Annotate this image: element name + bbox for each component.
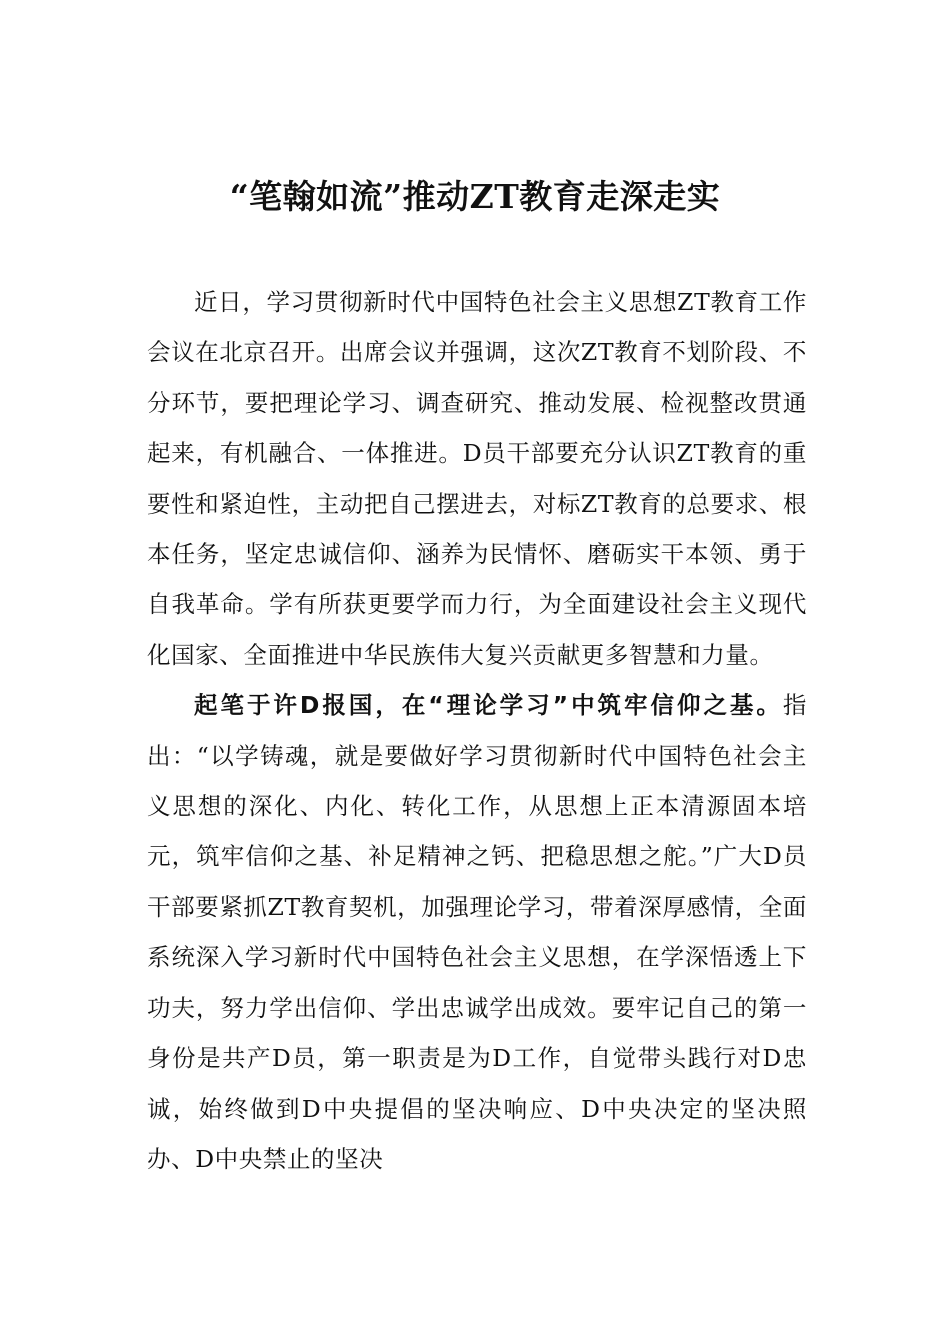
paragraph-theory-study bbox=[147, 680, 807, 1184]
document-title: “笔翰如流”推动ZT教育走深走实 bbox=[229, 177, 721, 216]
paragraph-intro bbox=[147, 277, 807, 680]
document-body bbox=[147, 277, 807, 1184]
paragraph-lead-heading: 起笔于许D报国，在“理论学习”中筑牢信仰之基。 bbox=[194, 691, 783, 720]
paragraph-text: 指出：“以学铸魂，就是要做好学习贯彻新时代中国特色社会主义思想的深化、内化、转化工作，从思想上正本清源固本培元，筑牢信仰之基、补足精神之钙、把稳思想之舵。”广大D员干部要紧抓ZT教育契机，加强理论学习，带着深厚感情，全面系统深入学习新时代中国特色社会主义思想，在学深悟透上下功夫，努力学出信仰、学出忠诚学出成效。要牢记自己的第一身份是共产D员，第一职责是为D工作，自觉带头践行对D忠诚，始终做到D中央提倡的坚决响应、D中央决定的坚决照办、D中央禁止的坚决 bbox=[147, 691, 807, 1173]
paragraph-text: 近日，学习贯彻新时代中国特色社会主义思想ZT教育工作会议在北京召开。出席会议并强调，这次ZT教育不划阶段、不分环节，要把理论学习、调查研究、推动发展、检视整改贯通起来，有机融合、一体推进。D员干部要充分认识ZT教育的重要性和紧迫性，主动把自己摆进去，对标ZT教育的总要求、根本任务，坚定忠诚信仰、涵养为民情怀、磨砺实干本领、勇于自我革命。学有所获更要学而力行，为全面建设社会主义现代化国家、全面推进中华民族伟大复兴贡献更多智慧和力量。 bbox=[147, 288, 807, 669]
